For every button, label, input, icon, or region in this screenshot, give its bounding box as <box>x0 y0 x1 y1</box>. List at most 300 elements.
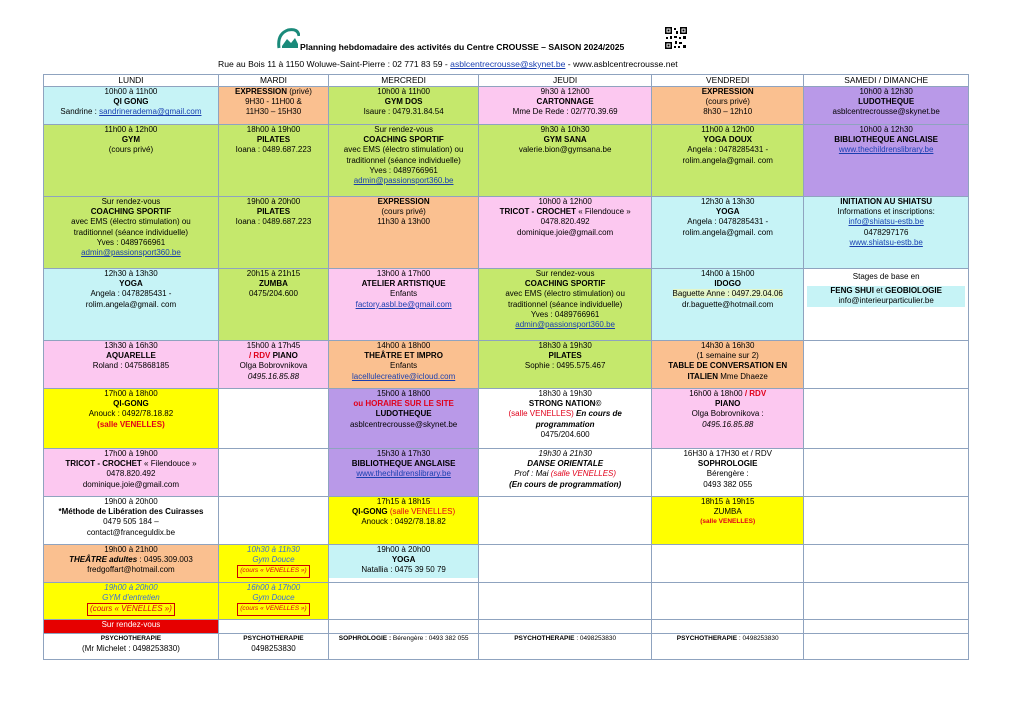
activity-cell <box>479 87 652 125</box>
activity-cell <box>329 449 479 497</box>
activity-email: dr.baguette@hotmail.com <box>682 299 774 309</box>
activity-name: COACHING SPORTIF <box>363 135 444 145</box>
activity-name: GYM SANA <box>543 135 587 145</box>
table-row <box>44 583 969 620</box>
activity-note: avec EMS (électro stimulation) ou <box>71 217 191 227</box>
activity-name: ZUMBA <box>713 507 742 517</box>
activity-contact: : 0495.309.003 <box>137 555 193 565</box>
activity-cell <box>479 125 652 197</box>
activity-cell <box>652 269 804 341</box>
activity-title <box>222 351 325 361</box>
activity-contact: Natallia : 0475 39 50 79 <box>361 565 446 575</box>
contact-highlight: Baguette Anne : 0497.29.04.06 <box>672 289 783 299</box>
table-row <box>44 497 969 545</box>
activity-email: contact@franceguldix.be <box>86 527 176 537</box>
activity-contact: Mme Dhaeze <box>718 371 768 381</box>
activity-cell <box>652 389 804 449</box>
day-header-friday: VENDREDI <box>652 75 804 87</box>
activity-name: GYM DOS <box>384 97 423 107</box>
activity-note: Sur rendez-vous <box>374 125 433 134</box>
yoga-block <box>329 545 478 578</box>
empty-cell <box>479 583 652 620</box>
activity-contact <box>482 469 648 479</box>
activity-name: BIBLIOTHEQUE ANGLAISE <box>351 459 456 469</box>
activity-contact: Yves : 0489766961 <box>369 165 438 175</box>
activity-contact: 0498253830 <box>251 644 296 654</box>
qr-code-icon <box>664 26 688 50</box>
activity-time: 15h00 à 17h45 <box>246 341 301 350</box>
activity-time: 10h30 à 11h30 <box>247 545 300 554</box>
activity-contact <box>655 289 800 299</box>
programming-note: programmation <box>535 419 595 429</box>
activity-note: (cours privé) <box>381 207 426 217</box>
venue-label: (salle VENELLES) <box>550 469 617 479</box>
activity-time: 9h30 à 10h30 <box>540 125 590 134</box>
activity-email: info@interieurparticulier.be <box>807 296 965 306</box>
activity-email: dominique.joie@gmail.com <box>517 227 614 237</box>
activity-name: YOGA <box>715 207 740 217</box>
empty-cell <box>804 620 969 634</box>
activity-name: EXPRESSION <box>235 87 288 96</box>
activity-time: 17h00 à 18h00 <box>104 389 158 398</box>
day-header-wednesday: MERCREDI <box>329 75 479 87</box>
contact-name: Sandrine : <box>60 107 100 117</box>
website-text: www.asblcentrecrousse.net <box>573 59 678 69</box>
day-header-monday: LUNDI <box>44 75 219 87</box>
activity-email: rolim.angela@gmail. com <box>682 155 773 165</box>
activity-time: 18h15 à 19h15 <box>701 497 755 506</box>
activity-time: 9h30 à 12h00 <box>540 87 590 96</box>
venue-label: (salle VENELLES) <box>97 419 165 429</box>
activity-title <box>655 372 800 382</box>
activity-time: 12h30 à 13h30 <box>701 197 755 206</box>
day-header-thursday: JEUDI <box>479 75 652 87</box>
activity-time: 9H30 - 11H00 & <box>245 97 302 107</box>
activity-cell <box>479 341 652 389</box>
activity-email: asblcentrecrousse@skynet.be <box>832 107 940 117</box>
activity-time: 14h00 à 15h00 <box>701 269 755 278</box>
activity-name: QI GONG <box>113 97 149 107</box>
day-header-row <box>44 75 969 87</box>
activity-contact: 0478.820.492 <box>106 469 156 479</box>
activity-name: COACHING SPORTIF <box>90 207 172 217</box>
activity-suffix: (privé) <box>287 87 312 96</box>
centre-logo-icon <box>276 26 300 52</box>
activity-cell <box>479 449 652 497</box>
email-link[interactable]: factory.asbl.be@gmail.com <box>355 299 452 309</box>
activity-time: 15h00 à 18h00 <box>376 389 431 398</box>
activity-contact: Ioana : 0489.687.223 <box>235 145 312 155</box>
activity-time: 17h00 à 19h00 <box>104 449 158 458</box>
activity-phone: 0495.16.85.88 <box>702 419 754 429</box>
activity-name: PILATES <box>548 351 582 361</box>
activity-cell <box>218 634 328 660</box>
activity-contact: 0475/204.600 <box>540 429 590 439</box>
activity-cell <box>329 389 479 449</box>
table-row <box>44 125 969 197</box>
activity-cell <box>652 197 804 269</box>
activity-cell <box>479 269 652 341</box>
activity-contact: 0478.820.492 <box>540 217 590 227</box>
activity-name: INITIATION AU SHIATSU <box>840 197 933 206</box>
activity-name: BIBLIOTHEQUE ANGLAISE <box>834 135 939 145</box>
day-header-tuesday: MARDI <box>218 75 328 87</box>
table-row <box>44 449 969 497</box>
activity-time: 18h30 à 19h30 <box>538 389 592 398</box>
activity-connector: et <box>873 286 886 296</box>
activity-cell <box>218 87 328 125</box>
activity-time: 19h00 à 20h00 <box>246 197 301 206</box>
rdv-label: / RDV <box>248 351 271 361</box>
activity-cell <box>44 87 219 125</box>
table-row <box>44 341 969 389</box>
email-link[interactable]: admin@passionsport360.be <box>515 320 616 330</box>
activity-time: 17h15 à 18h15 <box>376 497 431 506</box>
activity-cell <box>218 545 328 583</box>
activity-name: DANSE ORIENTALE <box>527 459 604 469</box>
activity-cell <box>652 341 804 389</box>
empty-cell <box>479 545 652 583</box>
activity-name: THEÂTRE ET IMPRO <box>364 351 443 361</box>
empty-cell <box>804 545 969 583</box>
page-header <box>0 22 1024 74</box>
activity-note: (1 semaine sur 2) <box>696 351 759 361</box>
activity-note: avec EMS (électro stimulation) ou <box>343 145 464 155</box>
activity-contact: Yves : 0489766961 <box>96 237 166 247</box>
activity-name: EXPRESSION <box>377 197 430 206</box>
activity-cell <box>329 341 479 389</box>
programming-note: (En cours de programmation) <box>509 479 622 489</box>
activity-title <box>655 634 800 644</box>
activity-time: 16H30 à 17H30 et / RDV <box>683 449 772 458</box>
email-link[interactable]: info@shiatsu-estb.be <box>848 217 924 227</box>
activity-name: THEÂTRE adultes <box>69 555 138 565</box>
activity-cell <box>218 125 328 197</box>
activity-name: GYM d'entretien <box>102 593 160 603</box>
activity-note: Sur rendez-vous <box>535 269 595 278</box>
activity-phone: 0493 382 055 <box>703 479 753 489</box>
activity-name: ATELIER ARTISTIQUE <box>361 279 446 289</box>
activity-cell <box>329 125 479 197</box>
activity-time: 15h30 à 17h30 <box>376 449 431 458</box>
activity-name: SOPHROLOGIE : <box>338 635 392 642</box>
activity-note: Stages de base en <box>852 272 920 281</box>
activity-contact: Angela : 0478285431 - <box>687 145 769 155</box>
activity-contact: Bérengère : 0493 382 055 <box>391 635 469 642</box>
activity-name: SOPHROLOGIE <box>697 459 758 469</box>
empty-cell <box>218 389 328 449</box>
activity-note: (cours privé) <box>108 145 154 155</box>
activity-name: TABLE DE CONVERSATION EN <box>668 361 788 371</box>
activity-cell <box>652 634 804 660</box>
activity-contact: Isaure : 0479.31.84.54 <box>363 107 444 117</box>
email-link[interactable]: sandrineradema@gmail.com <box>99 107 202 117</box>
activity-title <box>222 87 325 97</box>
website-link[interactable]: www.thechildrenslibrary.be <box>838 145 934 155</box>
activity-time: 10h00 à 11h00 <box>377 87 430 96</box>
email-link[interactable]: lacellulecreative@icloud.com <box>351 371 456 381</box>
activity-cell <box>479 389 652 449</box>
activity-email: asblcentrecrousse@skynet.be <box>349 419 458 429</box>
activity-time: 20h15 à 21h15 <box>246 269 301 278</box>
activity-cell <box>652 497 804 545</box>
activity-name: CARTONNAGE <box>536 97 594 107</box>
activity-name: TRICOT - CROCHET <box>65 459 142 469</box>
empty-cell <box>804 389 969 449</box>
activity-contact <box>47 107 215 117</box>
activity-contact: : 0498253830 <box>574 635 617 642</box>
empty-cell <box>804 634 969 660</box>
email-link[interactable]: admin@passionsport360.be <box>353 176 454 186</box>
address-text: Rue au Bois 11 à 1150 Woluwe-Saint-Pierre : 02 771 83 59 - <box>218 59 451 69</box>
email-link[interactable]: asblcentrecrousse@skynet.be <box>450 59 566 69</box>
activity-contact: 0478297176 <box>863 227 909 237</box>
table-row <box>44 545 969 583</box>
activity-name: PIANO <box>272 351 298 361</box>
activity-name: FENG SHUI <box>830 286 874 296</box>
activity-contact: Roland : 0475868185 <box>92 361 170 371</box>
activity-time: 10h00 à 12h30 <box>859 125 913 134</box>
activity-time: 12h30 à 13h30 <box>104 269 158 278</box>
activity-cell <box>44 449 219 497</box>
activity-cell <box>652 87 804 125</box>
activity-name: COACHING SPORTIF <box>524 279 606 289</box>
activity-cell <box>44 125 219 197</box>
activity-name: PILATES <box>256 135 291 145</box>
activity-time: 14h30 à 16h30 <box>701 341 755 350</box>
table-row <box>44 87 969 125</box>
activity-time: 8h30 – 12h10 <box>703 107 753 117</box>
activity-name: STRONG NATION© <box>528 399 602 409</box>
activity-cell <box>479 634 652 660</box>
activity-cell <box>218 197 328 269</box>
activity-cell <box>218 341 328 389</box>
activity-suffix: « Filendouce » <box>141 459 197 469</box>
activity-phone: 0495.16.85.88 <box>247 371 300 381</box>
empty-cell <box>652 545 804 583</box>
activity-time: 10h00 à 12h30 <box>859 87 913 96</box>
activity-cell <box>329 545 479 583</box>
empty-cell <box>218 620 328 634</box>
empty-cell <box>479 497 652 545</box>
table-row <box>44 634 969 660</box>
venue-wrap <box>47 603 215 615</box>
table-row <box>44 197 969 269</box>
activity-name: QI-GONG <box>113 399 149 409</box>
venue-label: (cours « VENELLES ») <box>237 603 309 615</box>
appointment-banner: Sur rendez-vous <box>44 620 219 634</box>
empty-cell <box>804 497 969 545</box>
activity-note: Sur rendez-vous <box>101 197 161 206</box>
venue-label: (cours « VENELLES ») <box>237 565 309 577</box>
day-header-weekend: SAMEDI / DIMANCHE <box>804 75 969 87</box>
venue-wrap <box>222 565 325 577</box>
activity-note: traditionnel (séance individuelle) <box>507 299 623 309</box>
address-line <box>218 59 678 69</box>
activity-note: traditionnel (séance individuelle) <box>346 155 461 165</box>
activity-cell <box>329 634 479 660</box>
activity-contact: Olga Bobrovnikova : <box>691 409 764 419</box>
activity-contact: Anouck : 0492/78.18.82 <box>88 409 174 419</box>
venue-wrap <box>222 603 325 615</box>
activity-note: (cours privé) <box>705 97 750 107</box>
email-link[interactable]: admin@passionsport360.be <box>81 248 181 258</box>
activity-cell <box>804 87 969 125</box>
empty-cell <box>479 620 652 634</box>
venue-label: (salle VENELLES) <box>387 507 456 517</box>
activity-time: 19h00 à 20h00 <box>376 545 431 554</box>
activity-note: Informations et inscriptions: <box>837 207 935 217</box>
activity-name: PSYCHOTHERAPIE <box>100 635 162 642</box>
activity-title <box>807 286 965 296</box>
activity-cell <box>804 125 969 197</box>
activity-contact: Angela : 0478285431 - <box>687 217 769 227</box>
website-link[interactable]: www.thechildrenslibrary.be <box>356 469 451 479</box>
activity-name: TRICOT - CROCHET <box>499 207 576 217</box>
activity-name: AQUARELLE <box>106 351 156 361</box>
empty-cell <box>804 449 969 497</box>
activity-cell <box>44 497 219 545</box>
activity-title <box>655 389 800 399</box>
activity-time: 18h30 à 19h30 <box>538 341 592 350</box>
activity-name: EXPRESSION <box>701 87 754 96</box>
activity-cell <box>652 449 804 497</box>
activity-name: PSYCHOTHERAPIE <box>676 635 738 642</box>
activity-cell <box>44 583 219 620</box>
activity-name: YOGA <box>119 279 143 289</box>
activity-name: LUDOTHEQUE <box>375 409 432 419</box>
activity-name: ITALIEN <box>687 371 719 381</box>
activity-cell <box>44 634 219 660</box>
website-link[interactable]: www.shiatsu-estb.be <box>849 237 923 247</box>
venue-label: (salle VENELLES) <box>700 518 756 526</box>
activity-time: 11h00 à 12h00 <box>104 125 158 134</box>
activity-cell <box>218 269 328 341</box>
activity-name: GYM <box>121 135 141 145</box>
activity-title <box>482 634 648 644</box>
activity-email: dominique.joie@gmail.com <box>82 479 180 489</box>
activity-name: ZUMBA <box>259 279 288 289</box>
activity-name: Gym Douce <box>252 555 295 565</box>
activity-note: Enfants <box>390 289 418 299</box>
activity-note: Enfants <box>390 361 418 371</box>
activity-email: rolim.angela@gmail. com <box>85 299 177 309</box>
activity-time: 11H30 – 15H30 <box>245 107 302 117</box>
activity-time: 11h30 à 13h00 <box>377 217 430 227</box>
activity-contact: (Mr Michelet : 0498253830) <box>82 644 180 654</box>
activity-cell <box>44 545 219 583</box>
activity-email: valerie.bion@gymsana.be <box>518 145 612 155</box>
rdv-label: / RDV <box>742 389 767 398</box>
activity-email: fredgoffart@hotmail.com <box>87 565 175 575</box>
activity-cell <box>218 583 328 620</box>
activity-cell <box>44 389 219 449</box>
activity-contact: : 0498253830 <box>737 635 779 642</box>
activity-time: 19h00 à 21h00 <box>104 545 158 554</box>
activity-name: IDOGO <box>714 279 742 289</box>
activity-title <box>47 555 215 565</box>
activity-cell <box>652 125 804 197</box>
activity-time: 11h00 à 12h00 <box>701 125 755 134</box>
activity-name: PILATES <box>256 207 291 217</box>
activity-contact: Bérengère : <box>706 469 749 479</box>
activity-cell <box>804 269 969 341</box>
activity-note: ou HORAIRE SUR LE SITE <box>353 399 454 409</box>
activity-title <box>332 507 475 517</box>
activity-note <box>482 409 648 419</box>
programming-note: En cours de <box>573 409 622 419</box>
address-separator: - <box>565 59 574 69</box>
activity-contact: Mme De Rede : 02/770.39.69 <box>512 107 618 117</box>
activity-cell <box>329 497 479 545</box>
activity-note: avec EMS (électro stimulation) ou <box>505 289 625 299</box>
activity-cell <box>44 341 219 389</box>
empty-cell <box>804 341 969 389</box>
empty-cell <box>652 620 804 634</box>
activity-cell <box>329 87 479 125</box>
activity-cell <box>479 197 652 269</box>
activity-name: Gym Douce <box>252 593 295 603</box>
activity-name: PSYCHOTHERAPIE <box>243 635 304 642</box>
activity-time: 13h00 à 17h00 <box>376 269 431 278</box>
activity-contact: Yves : 0489766961 <box>530 309 600 319</box>
schedule-table <box>43 74 969 660</box>
activity-suffix: « Filendouce » <box>576 207 631 217</box>
activity-time: 10h00 à 12h00 <box>538 197 592 206</box>
activity-contact: Anouck : 0492/78.18.82 <box>361 517 446 527</box>
empty-cell <box>218 497 328 545</box>
activity-time: 19h00 à 20h00 <box>104 497 158 506</box>
activity-cell <box>44 269 219 341</box>
activity-time: 16h00 à 17h00 <box>246 583 301 592</box>
activity-title <box>47 459 215 469</box>
table-row <box>44 620 969 634</box>
activity-title <box>482 207 648 217</box>
activity-cell <box>804 197 969 269</box>
activity-name: *Méthode de Libération des Cuirasses <box>58 507 204 517</box>
activity-time: 14h00 à 18h00 <box>376 341 431 350</box>
empty-cell <box>329 583 479 620</box>
table-row <box>44 269 969 341</box>
activity-name: PSYCHOTHERAPIE <box>514 635 575 642</box>
empty-cell <box>218 449 328 497</box>
activity-time: 13h30 à 16h30 <box>104 341 158 350</box>
activity-contact: Ioana : 0489.687.223 <box>235 217 312 227</box>
venue-label: (salle VENELLES) <box>508 409 574 419</box>
activity-time: 10h00 à 11h00 <box>104 87 158 96</box>
activity-time: 19h30 à 21h30 <box>538 449 592 458</box>
venue-label: (cours « VENELLES ») <box>87 603 175 615</box>
empty-cell <box>804 583 969 620</box>
page-title: Planning hebdomadaire des activités du Centre CROUSSE – SAISON 2024/2025 <box>300 42 625 52</box>
activity-time: 19h00 à 20h00 <box>104 583 158 592</box>
activity-time: 16h00 à 18h00 <box>689 389 743 398</box>
activity-contact: 0479 505 184 – <box>103 517 159 527</box>
activity-cell <box>329 197 479 269</box>
activity-note: traditionnel (séance individuelle) <box>73 227 189 237</box>
activity-contact: Angela : 0478285431 - <box>90 289 172 299</box>
activity-name: PIANO <box>715 399 741 409</box>
activity-name: QI-GONG <box>352 507 388 517</box>
activity-contact: 0475/204.600 <box>248 289 298 299</box>
activity-name: LUDOTHEQUE <box>858 97 915 107</box>
empty-cell <box>329 620 479 634</box>
activity-email: rolim.angela@gmail. com <box>682 227 773 237</box>
empty-cell <box>652 583 804 620</box>
activity-name: GEOBIOLOGIE <box>885 286 942 296</box>
activity-name: YOGA <box>391 555 416 565</box>
activity-cell <box>329 269 479 341</box>
